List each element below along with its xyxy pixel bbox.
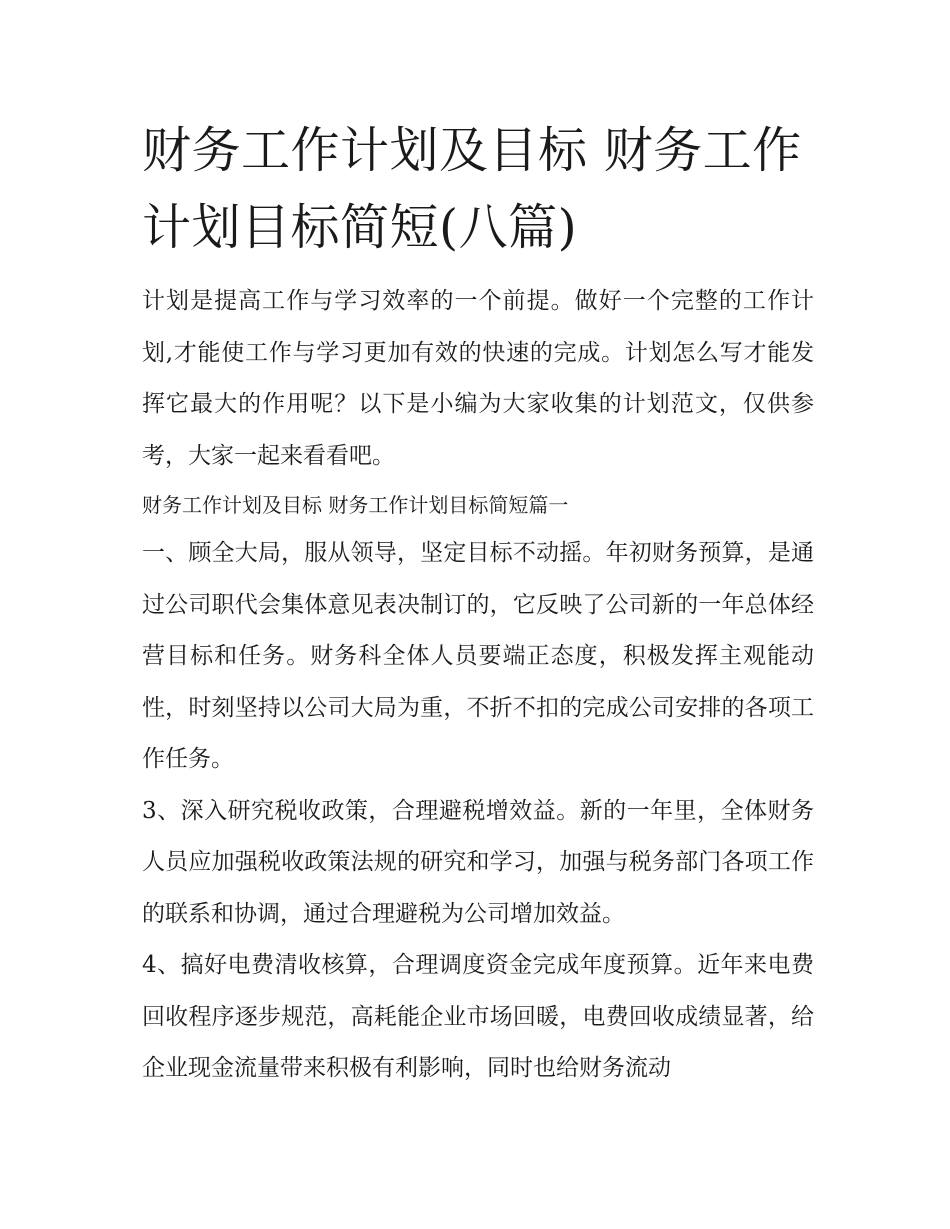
document-body — [142, 276, 814, 1095]
document-title: 财务工作计划及目标 财务工作计划目标简短(八篇) — [142, 122, 802, 256]
body-paragraph-1: 一、顾全大局，服从领导，坚定目标不动摇。年初财务预算，是通过公司职代会集体意见表决制订的，它反映了公司新的一年总体经营目标和任务。财务科全体人员要端正态度，积极发挥主观能动性，时刻坚持以公司大局为重，不折不扣的完成公司安排的各项工作任务。 — [142, 540, 814, 772]
body-paragraph-3: 4、搞好电费清收核算，合理调度资金完成年度预算。近年来电费回收程序逐步规范，高耗能企业市场回暖，电费回收成绩显著，给企业现金流量带来积极有利影响，同时也给财务流动 — [142, 952, 814, 1081]
body-paragraph-2: 3、深入研究税收政策，合理避税增效益。新的一年里，全体财务人员应加强税收政策法规的研究和学习，加强与税务部门各项工作的联系和协调，通过合理避税为公司增加效益。 — [142, 797, 814, 927]
intro-paragraph: 计划是提高工作与学习效率的一个前提。做好一个完整的工作计划,才能使工作与学习更加有效的快速的完成。计划怎么写才能发挥它最大的作用呢？以下是小编为大家收集的计划范文，仅供参考，大家一起来看看吧。 — [142, 288, 814, 469]
section-heading: 财务工作计划及目标 财务工作计划目标简短篇一 — [142, 493, 569, 517]
